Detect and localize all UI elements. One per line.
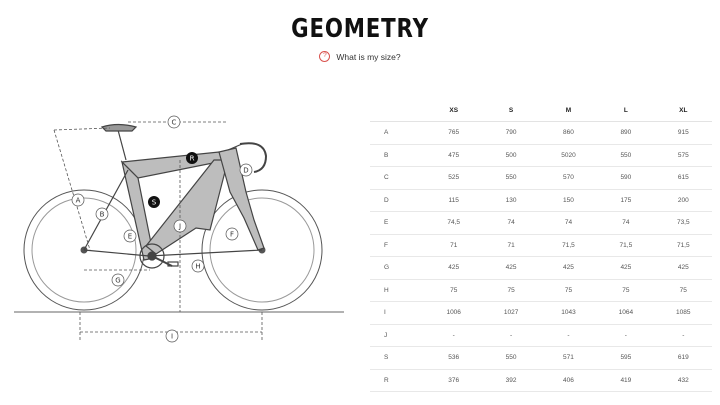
table-cell: 432 [655, 369, 712, 392]
table-cell: 419 [597, 369, 654, 392]
table-row [370, 122, 712, 145]
table-cell: 619 [655, 347, 712, 370]
table-cell: 75 [482, 279, 539, 302]
question-circle-icon: ? [319, 51, 330, 62]
table-cell: 860 [540, 122, 597, 145]
table-cell: 790 [482, 122, 539, 145]
size-guide-label: What is my size? [336, 51, 401, 62]
table-cell: 71 [482, 234, 539, 257]
table-cell: 392 [482, 369, 539, 392]
page-title: GEOMETRY [291, 14, 429, 44]
table-cell: 1064 [597, 302, 654, 325]
table-cell: 71 [425, 234, 482, 257]
table-row [370, 279, 712, 302]
table-cell: 570 [540, 167, 597, 190]
row-label: C [370, 167, 425, 190]
table-row [370, 324, 712, 347]
marker-c-icon [168, 116, 180, 128]
header-cell-xs: XS [425, 100, 482, 122]
marker-d-icon [240, 164, 252, 176]
svg-text:D: D [243, 166, 249, 175]
header-cell-m: M [540, 100, 597, 122]
table-cell: 75 [540, 279, 597, 302]
size-guide-link[interactable] [0, 51, 720, 62]
table-cell: - [597, 324, 654, 347]
table-row [370, 167, 712, 190]
table-cell: 71,5 [655, 234, 712, 257]
table-row [370, 189, 712, 212]
table-cell: 550 [597, 144, 654, 167]
table-cell: 500 [482, 144, 539, 167]
bike-geometry-diagram [14, 100, 344, 355]
table-cell: 550 [482, 167, 539, 190]
table-cell: 5020 [540, 144, 597, 167]
table-row [370, 347, 712, 370]
table-cell: 406 [540, 369, 597, 392]
row-label: D [370, 189, 425, 212]
svg-text:B: B [99, 210, 105, 219]
table-cell: 75 [425, 279, 482, 302]
svg-text:J: J [178, 222, 182, 231]
header-cell [370, 100, 425, 122]
table-row [370, 302, 712, 325]
table-cell: 575 [655, 144, 712, 167]
table-cell: 130 [482, 189, 539, 212]
table-cell: 475 [425, 144, 482, 167]
header-cell-l: L [597, 100, 654, 122]
table-cell: 71,5 [540, 234, 597, 257]
table-cell: 200 [655, 189, 712, 212]
row-label: F [370, 234, 425, 257]
table-cell: 175 [597, 189, 654, 212]
row-label: I [370, 302, 425, 325]
marker-j-icon [174, 220, 186, 232]
marker-a-icon [72, 194, 84, 206]
table-cell: 425 [425, 257, 482, 280]
table-row [370, 144, 712, 167]
marker-f-icon [226, 228, 238, 240]
marker-i-icon [166, 330, 178, 342]
svg-text:E: E [127, 232, 133, 241]
row-label: B [370, 144, 425, 167]
row-label: A [370, 122, 425, 145]
table-cell: 1085 [655, 302, 712, 325]
marker-s-icon [148, 196, 160, 208]
table-row [370, 257, 712, 280]
table-cell: 765 [425, 122, 482, 145]
table-cell: 425 [482, 257, 539, 280]
row-label: H [370, 279, 425, 302]
table-cell: 75 [597, 279, 654, 302]
svg-text:G: G [115, 276, 121, 285]
row-label: E [370, 212, 425, 235]
marker-h-icon [192, 260, 204, 272]
table-cell: 74 [540, 212, 597, 235]
table-cell: 1043 [540, 302, 597, 325]
marker-g-icon [112, 274, 124, 286]
svg-text:F: F [229, 230, 235, 239]
table-cell: 150 [540, 189, 597, 212]
table-cell: 376 [425, 369, 482, 392]
row-label: J [370, 324, 425, 347]
svg-text:C: C [171, 118, 177, 127]
table-cell: 890 [597, 122, 654, 145]
svg-text:H: H [195, 262, 201, 271]
table-row [370, 369, 712, 392]
table-cell: - [425, 324, 482, 347]
table-cell: 74 [597, 212, 654, 235]
table-cell: 425 [540, 257, 597, 280]
svg-text:I: I [170, 332, 174, 341]
table-cell: 536 [425, 347, 482, 370]
geometry-table-body [370, 122, 712, 392]
table-cell: 115 [425, 189, 482, 212]
table-cell: 1006 [425, 302, 482, 325]
table-cell: 525 [425, 167, 482, 190]
table-cell: 425 [655, 257, 712, 280]
geometry-table [370, 100, 712, 392]
table-cell: - [482, 324, 539, 347]
svg-text:A: A [75, 196, 81, 205]
table-cell: 615 [655, 167, 712, 190]
svg-text:S: S [151, 198, 157, 207]
header-cell-s: S [482, 100, 539, 122]
geometry-header-row [370, 100, 712, 122]
table-cell: 915 [655, 122, 712, 145]
table-row [370, 212, 712, 235]
table-cell: 571 [540, 347, 597, 370]
row-label: R [370, 369, 425, 392]
table-cell: 75 [655, 279, 712, 302]
table-row [370, 234, 712, 257]
table-cell: - [655, 324, 712, 347]
marker-e-icon [124, 230, 136, 242]
table-cell: 71,5 [597, 234, 654, 257]
table-cell: 73,5 [655, 212, 712, 235]
marker-r-icon [186, 152, 198, 164]
marker-b-icon [96, 208, 108, 220]
svg-text:R: R [189, 154, 195, 163]
table-cell: 425 [597, 257, 654, 280]
row-label: S [370, 347, 425, 370]
row-label: G [370, 257, 425, 280]
table-cell: 74 [482, 212, 539, 235]
table-cell: 550 [482, 347, 539, 370]
table-cell: 74,5 [425, 212, 482, 235]
header-cell-xl: XL [655, 100, 712, 122]
table-cell: 595 [597, 347, 654, 370]
table-cell: 590 [597, 167, 654, 190]
table-cell: 1027 [482, 302, 539, 325]
table-cell: - [540, 324, 597, 347]
